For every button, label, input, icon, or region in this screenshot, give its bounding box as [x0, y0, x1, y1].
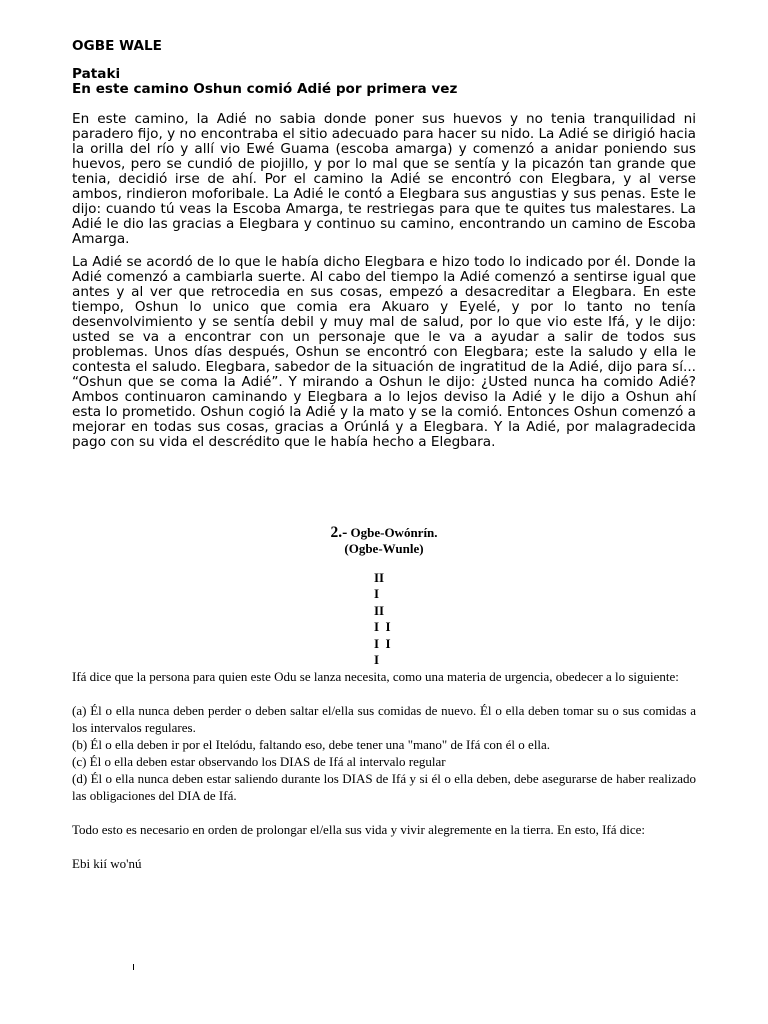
obligation-item-c: (c) Él o ella deben estar observando los DIAS de Ifá al intervalo regular — [72, 754, 446, 770]
verse-line: Ebi kií wo'nú — [72, 856, 142, 872]
odu-mark-line: II — [374, 602, 385, 618]
obligation-item-a: (a) Él o ella nunca deben perder o deben saltar el/ella sus comidas de nuevo. Él o ella deben tomar su o sus comidas a los intervalos regulares. — [72, 703, 696, 736]
odu-mark-line: II — [374, 570, 385, 585]
odu-mark-line: I — [374, 586, 380, 602]
document-page — [72, 36, 696, 872]
closing-paragraph: Todo esto es necesario en orden de prolongar el/ella sus vida y vivir alegremente en la tierra. En esto, Ifá dice: — [72, 822, 646, 838]
odu-alt-name: (Ogbe-Wunle) — [344, 541, 424, 556]
section-label: Pataki — [72, 66, 121, 82]
odu-mark-line: I I — [374, 619, 391, 635]
section-header — [72, 67, 696, 97]
stray-mark — [133, 964, 134, 970]
odu-title — [72, 525, 696, 541]
story-paragraph-2: La Adié se acordó de lo que le había dicho Elegbara e hizo todo lo indicado por él. Donde la Adié comenzó a cambiarla suerte. Al cabo del tiempo la Adié comenzó a sentirse igual que antes y al ver que retrocedia en sus cosas, empezó a desacreditar a Elegbara. En este tiempo, Oshun lo unico que comia era Akuaro y Eyelé, y por lo tanto no tenía desenvolvimiento y se sentía debil y muy mal de salud, por lo que vio este Ifá, y le dijo: usted se va a encontrar con un personaje que le va a ayudar a salir de todos sus problemas. Unos días después, Oshun se encontró con Elegbara; este la saludo y ella le contesta el saludo. Elegbara, sabedor de la situación de ingratitud de la Adié, dijo para sí... “Oshun que se coma la Adié”. Y mirando a Oshun le dijo: ¿Usted nunca ha comido Adié? Ambos continuaron caminando y Elegbara a lo lejos deviso la Adié y le dijo a Oshun ahí esta lo prometido. Oshun cogió la Adié y la mato y se la comió. Entonces Oshun comenzó a mejorar en todas sus cosas, gracias a Orúnlá y a Elegbara. Y la Adié, por malagradecida pago con su vida el descrédito que le había hecho a Elegbara. — [72, 254, 696, 450]
odu-mark-line: I — [374, 652, 380, 668]
obligation-item-d: (d) Él o ella nunca deben estar saliendo durante los DIAS de Ifá y si él o ella deben, debe asegurarse de haber realizado las obligaciones del DIA de Ifá. — [72, 771, 696, 804]
document-heading: OGBE WALE — [72, 38, 162, 54]
odu-number: 2.- — [330, 524, 348, 541]
story-paragraph-1: En este camino, la Adié no sabia donde poner sus huevos y no tenia tranquilidad ni paradero fijo, y no encontraba el sitio adecuado para hacer su nido. La Adié se dirigió hacia la orilla del río y allí vio Ewé Guama (escoba amarga) y comenzó a anidar poniendo sus huevos, pero se cundió de piojillo, y por lo mal que se sentía y la picazón tan grande que tenia, decidió irse de ahí. Por el camino la Adié se encontró con Elegbara, y al verse ambos, rindieron moforibale. La Adié le contó a Elegbara sus angustias y sus penas. Este le dijo: cuando tú veas la Escoba Amarga, te restriegas para que te quites tus malestares. La Adié le dio las gracias a Elegbara y continuo su camino, encontrando un camino de Escoba Amarga. — [72, 111, 696, 247]
obligation-item-b: (b) Él o ella deben ir por el Itelódu, faltando eso, debe tener una "mano" de Ifá con él o ella. — [72, 737, 551, 753]
ifa-intro: Ifá dice que la persona para quien este Odu se lanza necesita, como una materia de urgencia, obedecer a lo siguiente: — [72, 669, 679, 685]
obligations-list — [72, 702, 696, 804]
section-subtitle: En este camino Oshun comió Adié por primera vez — [72, 81, 458, 97]
odu-name: Ogbe-Owónrín. — [350, 525, 438, 540]
odu-signature-marks — [72, 570, 696, 668]
odu-mark-line: I I — [374, 635, 391, 651]
